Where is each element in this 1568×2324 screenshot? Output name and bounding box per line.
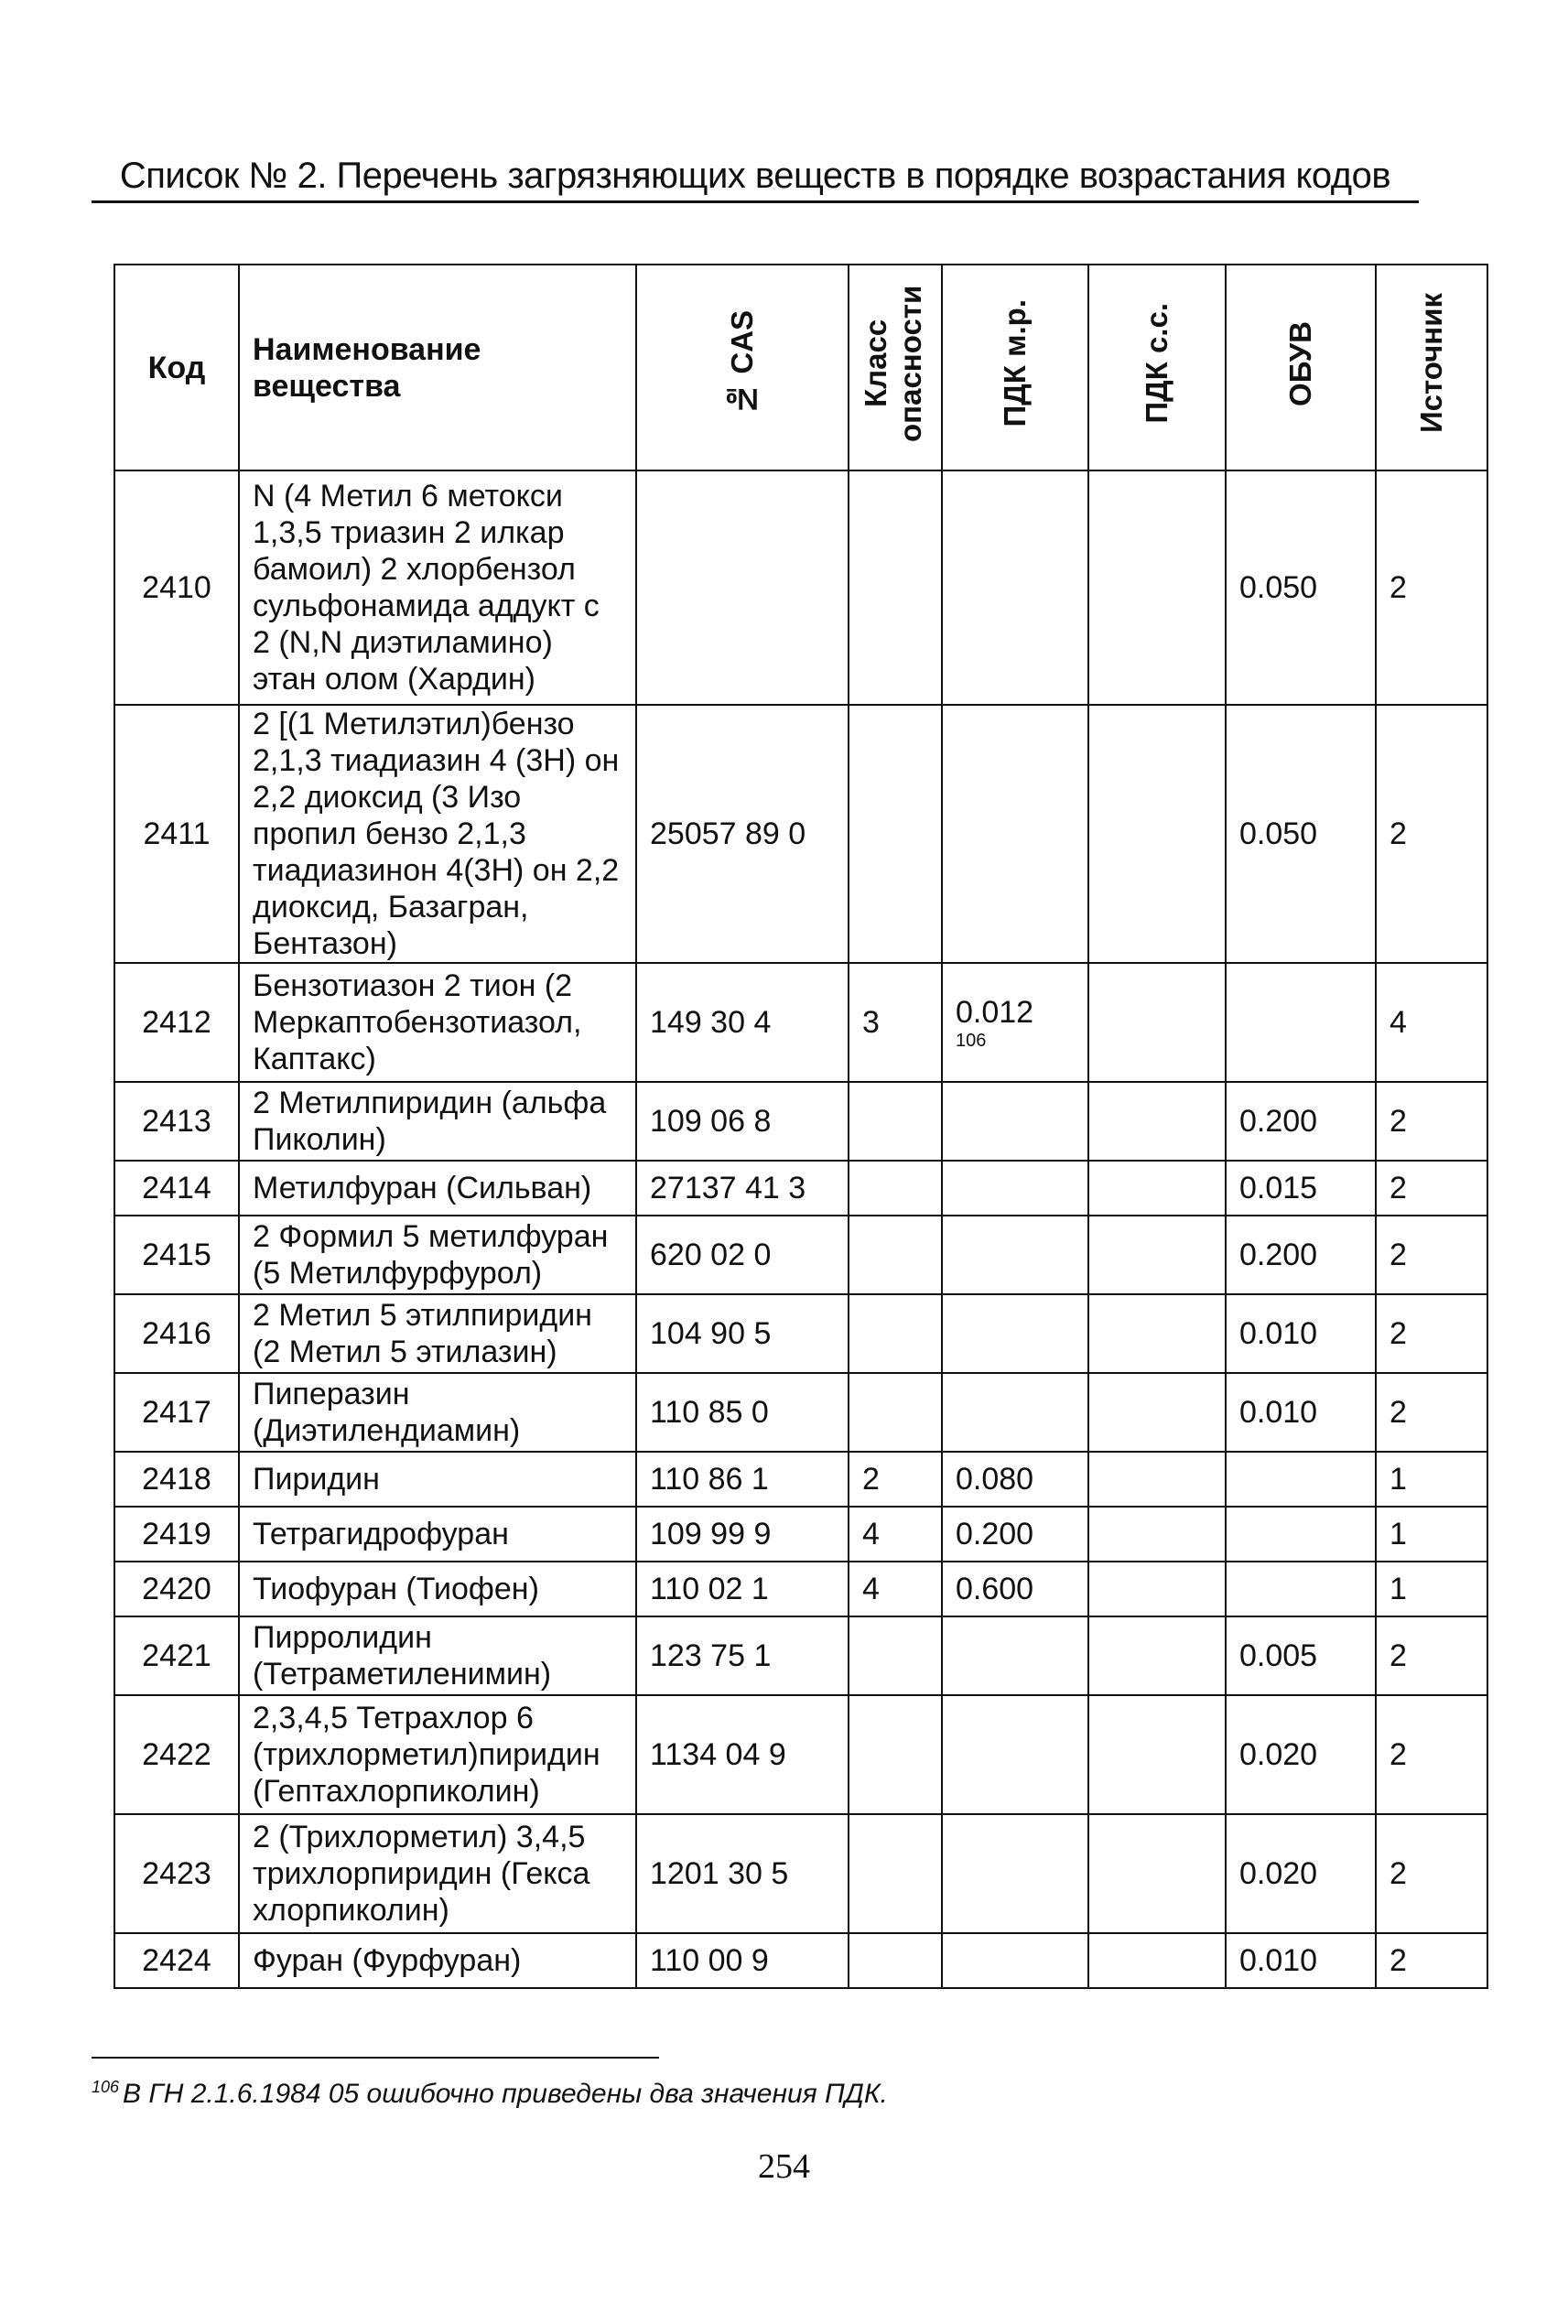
cell-code-text: 2417 bbox=[142, 1395, 211, 1430]
cell-cas bbox=[636, 963, 849, 1082]
footnote-rule bbox=[92, 2057, 659, 2059]
cell-cas bbox=[636, 1373, 849, 1452]
cell-name bbox=[239, 1616, 636, 1695]
cell-code-text: 2421 bbox=[142, 1638, 211, 1673]
table-row bbox=[114, 705, 1487, 963]
cell-obuv bbox=[1226, 1216, 1376, 1294]
header-row bbox=[114, 265, 1487, 470]
cell-name bbox=[239, 1562, 636, 1616]
cell-pdk-mr bbox=[942, 1373, 1088, 1452]
cell-pdk-ss bbox=[1088, 1562, 1226, 1616]
table-row bbox=[114, 1933, 1487, 1988]
cell-code-text: 2423 bbox=[142, 1856, 211, 1891]
cell-obuv-text: 0.015 bbox=[1239, 1171, 1318, 1205]
cell-source bbox=[1376, 1161, 1487, 1216]
cell-obuv bbox=[1226, 1082, 1376, 1161]
cell-name-text: Пиперазин (Диэтилендиамин) bbox=[253, 1377, 521, 1448]
cell-obuv bbox=[1226, 1562, 1376, 1616]
table-row bbox=[114, 470, 1487, 705]
page-title: Список № 2. Перечень загрязняющих веществ в порядке возрастания кодов bbox=[119, 156, 1391, 196]
cell-hazard-class bbox=[849, 1082, 942, 1161]
cell-source-text: 2 bbox=[1390, 570, 1407, 605]
header-obuv-cell bbox=[1226, 265, 1376, 470]
cell-pdk-mr bbox=[942, 1082, 1088, 1161]
cell-pdk-mr-text: 0.200 bbox=[956, 1517, 1034, 1551]
cell-pdk-ss bbox=[1088, 1294, 1226, 1373]
cell-cas-text: 27137 41 3 bbox=[650, 1171, 806, 1205]
cell-pdk-mr bbox=[942, 1933, 1088, 1988]
cell-pdk-ss bbox=[1088, 1814, 1226, 1933]
cell-obuv bbox=[1226, 963, 1376, 1082]
cell-obuv-text: 0.200 bbox=[1239, 1238, 1318, 1272]
cell-obuv-text: 0.005 bbox=[1239, 1638, 1318, 1673]
cell-pdk-mr bbox=[942, 1294, 1088, 1373]
cell-name-text: 2 Метил 5 этилпиридин (2 Метил 5 этилазин) bbox=[253, 1298, 592, 1369]
table-row bbox=[114, 1373, 1487, 1452]
cell-obuv bbox=[1226, 1695, 1376, 1814]
substances-table bbox=[114, 264, 1488, 1989]
cell-name-text: 2 Метилпиридин (альфа Пиколин) bbox=[253, 1086, 607, 1157]
cell-hazard-class bbox=[849, 1216, 942, 1294]
cell-pdk-mr bbox=[942, 1562, 1088, 1616]
cell-cas-text: 149 30 4 bbox=[650, 1005, 772, 1040]
cell-cas bbox=[636, 1616, 849, 1695]
cell-source-text: 1 bbox=[1390, 1517, 1407, 1551]
cell-source-text: 2 bbox=[1390, 1238, 1407, 1272]
header-pdk-mr-cell bbox=[942, 265, 1088, 470]
cell-name bbox=[239, 1814, 636, 1933]
cell-source-text: 1 bbox=[1390, 1572, 1407, 1606]
cell-pdk-mr bbox=[942, 1507, 1088, 1562]
cell-obuv-text: 0.020 bbox=[1239, 1737, 1318, 1772]
cell-name-text: 2 Формил 5 метилфуран (5 Метилфурфурол) bbox=[253, 1219, 609, 1291]
cell-pdk-ss bbox=[1088, 1373, 1226, 1452]
cell-code bbox=[114, 470, 239, 705]
cell-source-text: 2 bbox=[1390, 1638, 1407, 1673]
cell-name bbox=[239, 1161, 636, 1216]
cell-name-text: Тиофуран (Тиофен) bbox=[253, 1572, 539, 1606]
cell-name-text: 2 [(1 Метилэтил)бензо 2,1,3 тиадиазин 4 (3H) он 2,2 диоксид (3 Изо пропил бензо 2,1,3 тиадиазинон 4(3H) он 2,2 диоксид, Базагран, Бентазон) bbox=[253, 707, 620, 961]
cell-hazard-class-text: 4 bbox=[862, 1517, 880, 1551]
header-cas-cell bbox=[636, 265, 849, 470]
cell-pdk-mr-text: 0.600 bbox=[956, 1572, 1034, 1606]
cell-hazard-class bbox=[849, 705, 942, 963]
cell-name-text: 2,3,4,5 Тетрахлор 6 (трихлорметил)пиридин (Гептахлорпиколин) bbox=[253, 1701, 600, 1809]
cell-obuv bbox=[1226, 1452, 1376, 1507]
cell-pdk-ss bbox=[1088, 1161, 1226, 1216]
cell-obuv bbox=[1226, 1161, 1376, 1216]
cell-cas-text: 1134 04 9 bbox=[650, 1737, 786, 1772]
cell-cas-text: 110 86 1 bbox=[650, 1462, 769, 1497]
cell-hazard-class bbox=[849, 1562, 942, 1616]
cell-code bbox=[114, 1507, 239, 1562]
cell-name bbox=[239, 963, 636, 1082]
table-row bbox=[114, 1161, 1487, 1216]
cell-code bbox=[114, 1373, 239, 1452]
cell-code bbox=[114, 1562, 239, 1616]
cell-pdk-ss bbox=[1088, 1616, 1226, 1695]
table-row bbox=[114, 1507, 1487, 1562]
cell-pdk-ss bbox=[1088, 963, 1226, 1082]
cell-obuv-text: 0.010 bbox=[1239, 1316, 1318, 1351]
cell-name bbox=[239, 1452, 636, 1507]
cell-obuv bbox=[1226, 1507, 1376, 1562]
table-row bbox=[114, 1814, 1487, 1933]
cell-hazard-class bbox=[849, 470, 942, 705]
cell-code-text: 2419 bbox=[142, 1517, 211, 1551]
cell-source-text: 2 bbox=[1390, 1943, 1407, 1978]
header-cas: № CAS bbox=[725, 310, 759, 416]
cell-obuv bbox=[1226, 1294, 1376, 1373]
cell-code-text: 2424 bbox=[142, 1943, 211, 1978]
cell-source bbox=[1376, 1814, 1487, 1933]
cell-cas bbox=[636, 1294, 849, 1373]
cell-source bbox=[1376, 1373, 1487, 1452]
cell-pdk-mr bbox=[942, 1695, 1088, 1814]
cell-code bbox=[114, 1616, 239, 1695]
cell-source bbox=[1376, 1616, 1487, 1695]
cell-code bbox=[114, 1933, 239, 1988]
cell-name bbox=[239, 470, 636, 705]
header-hazard-class: Класс опасности bbox=[859, 285, 927, 442]
cell-cas bbox=[636, 1562, 849, 1616]
cell-source-text: 2 bbox=[1390, 1171, 1407, 1205]
cell-name-text: Фуран (Фурфуран) bbox=[253, 1943, 522, 1978]
cell-name bbox=[239, 1373, 636, 1452]
table-row bbox=[114, 1082, 1487, 1161]
cell-source-text: 2 bbox=[1390, 1104, 1407, 1139]
cell-name bbox=[239, 1294, 636, 1373]
cell-code-text: 2422 bbox=[142, 1737, 211, 1772]
cell-obuv bbox=[1226, 1616, 1376, 1695]
cell-hazard-class-text: 4 bbox=[862, 1572, 880, 1606]
footnote-reference: 106 bbox=[956, 1031, 987, 1051]
cell-cas-text: 109 99 9 bbox=[650, 1517, 772, 1551]
cell-name-text: Тетрагидрофуран bbox=[253, 1517, 509, 1551]
cell-obuv bbox=[1226, 1373, 1376, 1452]
cell-obuv bbox=[1226, 470, 1376, 705]
cell-name bbox=[239, 705, 636, 963]
cell-code bbox=[114, 1082, 239, 1161]
cell-name-text: Метилфуран (Сильван) bbox=[253, 1171, 592, 1205]
cell-code bbox=[114, 963, 239, 1082]
cell-code bbox=[114, 705, 239, 963]
cell-code-text: 2414 bbox=[142, 1171, 211, 1205]
table-row bbox=[114, 1695, 1487, 1814]
cell-cas bbox=[636, 1814, 849, 1933]
cell-name-text: Пирролидин (Тетраметиленимин) bbox=[253, 1620, 552, 1692]
cell-cas-text: 109 06 8 bbox=[650, 1104, 772, 1139]
cell-obuv-text: 0.200 bbox=[1239, 1104, 1318, 1139]
cell-code bbox=[114, 1294, 239, 1373]
cell-pdk-ss bbox=[1088, 1216, 1226, 1294]
cell-source bbox=[1376, 963, 1487, 1082]
footnote-text: В ГН 2.1.6.1984 05 ошибочно приведены два значения ПДК. bbox=[123, 2079, 888, 2109]
cell-code bbox=[114, 1452, 239, 1507]
table-row bbox=[114, 1616, 1487, 1695]
cell-pdk-mr bbox=[942, 1814, 1088, 1933]
cell-code bbox=[114, 1216, 239, 1294]
cell-code-text: 2412 bbox=[142, 1005, 211, 1040]
cell-code-text: 2411 bbox=[143, 816, 211, 851]
cell-hazard-class bbox=[849, 1616, 942, 1695]
cell-cas-text: 1201 30 5 bbox=[650, 1856, 789, 1891]
cell-code bbox=[114, 1695, 239, 1814]
cell-cas-text: 620 02 0 bbox=[650, 1238, 772, 1272]
cell-cas-text: 123 75 1 bbox=[650, 1638, 772, 1673]
cell-pdk-mr-text: 0.012 bbox=[956, 995, 1034, 1030]
cell-cas bbox=[636, 1507, 849, 1562]
header-obuv: ОБУВ bbox=[1283, 320, 1317, 406]
cell-source bbox=[1376, 470, 1487, 705]
cell-cas bbox=[636, 470, 849, 705]
cell-obuv bbox=[1226, 1814, 1376, 1933]
cell-pdk-mr bbox=[942, 705, 1088, 963]
cell-hazard-class bbox=[849, 1452, 942, 1507]
cell-code-text: 2415 bbox=[142, 1238, 211, 1272]
cell-pdk-mr bbox=[942, 1161, 1088, 1216]
cell-obuv-text: 0.050 bbox=[1239, 570, 1318, 605]
table-row bbox=[114, 1452, 1487, 1507]
cell-pdk-mr bbox=[942, 470, 1088, 705]
cell-code bbox=[114, 1161, 239, 1216]
cell-name-text: 2 (Трихлорметил) 3,4,5 трихлорпиридин (Гекса хлорпиколин) bbox=[253, 1820, 590, 1928]
cell-cas bbox=[636, 1933, 849, 1988]
cell-obuv-text: 0.050 bbox=[1239, 816, 1318, 851]
cell-pdk-ss bbox=[1088, 1695, 1226, 1814]
cell-cas bbox=[636, 1161, 849, 1216]
cell-hazard-class bbox=[849, 1814, 942, 1933]
cell-source-text: 4 bbox=[1390, 1005, 1407, 1040]
cell-hazard-class bbox=[849, 1294, 942, 1373]
cell-obuv bbox=[1226, 1933, 1376, 1988]
cell-name bbox=[239, 1695, 636, 1814]
cell-source bbox=[1376, 1933, 1487, 1988]
title-rule bbox=[92, 200, 1419, 203]
table-row bbox=[114, 1562, 1487, 1616]
cell-name bbox=[239, 1216, 636, 1294]
cell-code-text: 2416 bbox=[142, 1316, 211, 1351]
header-pdk-ss: ПДК с.с. bbox=[1140, 303, 1173, 424]
cell-hazard-class bbox=[849, 1507, 942, 1562]
cell-source bbox=[1376, 1082, 1487, 1161]
cell-cas-text: 110 00 9 bbox=[650, 1943, 769, 1978]
cell-source bbox=[1376, 1562, 1487, 1616]
cell-pdk-ss bbox=[1088, 1452, 1226, 1507]
cell-pdk-mr bbox=[942, 1452, 1088, 1507]
page-number: 254 bbox=[758, 2147, 810, 2186]
cell-source bbox=[1376, 1507, 1487, 1562]
cell-pdk-ss bbox=[1088, 705, 1226, 963]
cell-cas-text: 25057 89 0 bbox=[650, 816, 806, 851]
cell-cas bbox=[636, 1695, 849, 1814]
cell-hazard-class bbox=[849, 1373, 942, 1452]
header-name: Наименование вещества bbox=[239, 265, 636, 470]
cell-name-text: N (4 Метил 6 метокси 1,3,5 триазин 2 илкар бамоил) 2 хлорбензол сульфонамида аддукт с 2 (N,N диэтиламино) этан олом (Хардин) bbox=[253, 479, 600, 697]
cell-cas-text: 104 90 5 bbox=[650, 1316, 772, 1351]
cell-pdk-ss bbox=[1088, 470, 1226, 705]
cell-source-text: 2 bbox=[1390, 1737, 1407, 1772]
cell-pdk-ss bbox=[1088, 1933, 1226, 1988]
cell-code-text: 2413 bbox=[142, 1104, 211, 1139]
cell-source-text: 2 bbox=[1390, 1395, 1407, 1430]
cell-obuv bbox=[1226, 705, 1376, 963]
cell-name-text: Пиридин bbox=[253, 1462, 380, 1497]
cell-hazard-class bbox=[849, 1161, 942, 1216]
cell-hazard-class bbox=[849, 963, 942, 1082]
header-source-cell bbox=[1376, 265, 1487, 470]
cell-code bbox=[114, 1814, 239, 1933]
table-row bbox=[114, 1216, 1487, 1294]
cell-name bbox=[239, 1933, 636, 1988]
cell-code-text: 2420 bbox=[142, 1572, 211, 1606]
cell-cas-text: 110 02 1 bbox=[650, 1572, 769, 1606]
cell-cas bbox=[636, 1452, 849, 1507]
cell-name bbox=[239, 1082, 636, 1161]
cell-name-text: Бензотиазон 2 тион (2 Меркаптобензотиазол, Каптакс) bbox=[253, 968, 582, 1076]
cell-cas bbox=[636, 1216, 849, 1294]
cell-source-text: 2 bbox=[1390, 816, 1407, 851]
cell-source bbox=[1376, 1294, 1487, 1373]
cell-code-text: 2418 bbox=[142, 1462, 211, 1497]
cell-obuv-text: 0.010 bbox=[1239, 1395, 1318, 1430]
cell-pdk-ss bbox=[1088, 1082, 1226, 1161]
header-source: Источник bbox=[1414, 293, 1448, 434]
footnote-mark: 106 bbox=[92, 2078, 120, 2096]
cell-cas bbox=[636, 705, 849, 963]
cell-obuv-text: 0.010 bbox=[1239, 1943, 1318, 1978]
cell-pdk-mr bbox=[942, 1216, 1088, 1294]
cell-pdk-mr-text: 0.080 bbox=[956, 1462, 1034, 1497]
cell-pdk-ss bbox=[1088, 1507, 1226, 1562]
cell-pdk-mr bbox=[942, 1616, 1088, 1695]
cell-source-text: 1 bbox=[1390, 1462, 1407, 1497]
cell-name bbox=[239, 1507, 636, 1562]
cell-source bbox=[1376, 1695, 1487, 1814]
header-code: Код bbox=[114, 265, 239, 470]
cell-pdk-mr bbox=[942, 963, 1088, 1082]
cell-cas-text: 110 85 0 bbox=[650, 1395, 769, 1430]
header-hazard-class-cell bbox=[849, 265, 942, 470]
footnote bbox=[92, 2078, 888, 2110]
table-row bbox=[114, 963, 1487, 1082]
cell-source bbox=[1376, 1216, 1487, 1294]
header-pdk-mr: ПДК м.р. bbox=[998, 299, 1032, 427]
cell-hazard-class bbox=[849, 1695, 942, 1814]
cell-hazard-class-text: 3 bbox=[862, 1005, 880, 1040]
cell-source bbox=[1376, 1452, 1487, 1507]
cell-obuv-text: 0.020 bbox=[1239, 1856, 1318, 1891]
header-pdk-ss-cell bbox=[1088, 265, 1226, 470]
cell-code-text: 2410 bbox=[142, 570, 211, 605]
cell-source bbox=[1376, 705, 1487, 963]
cell-cas bbox=[636, 1082, 849, 1161]
cell-source-text: 2 bbox=[1390, 1316, 1407, 1351]
cell-hazard-class-text: 2 bbox=[862, 1462, 880, 1497]
cell-source-text: 2 bbox=[1390, 1856, 1407, 1891]
cell-hazard-class bbox=[849, 1933, 942, 1988]
table-row bbox=[114, 1294, 1487, 1373]
